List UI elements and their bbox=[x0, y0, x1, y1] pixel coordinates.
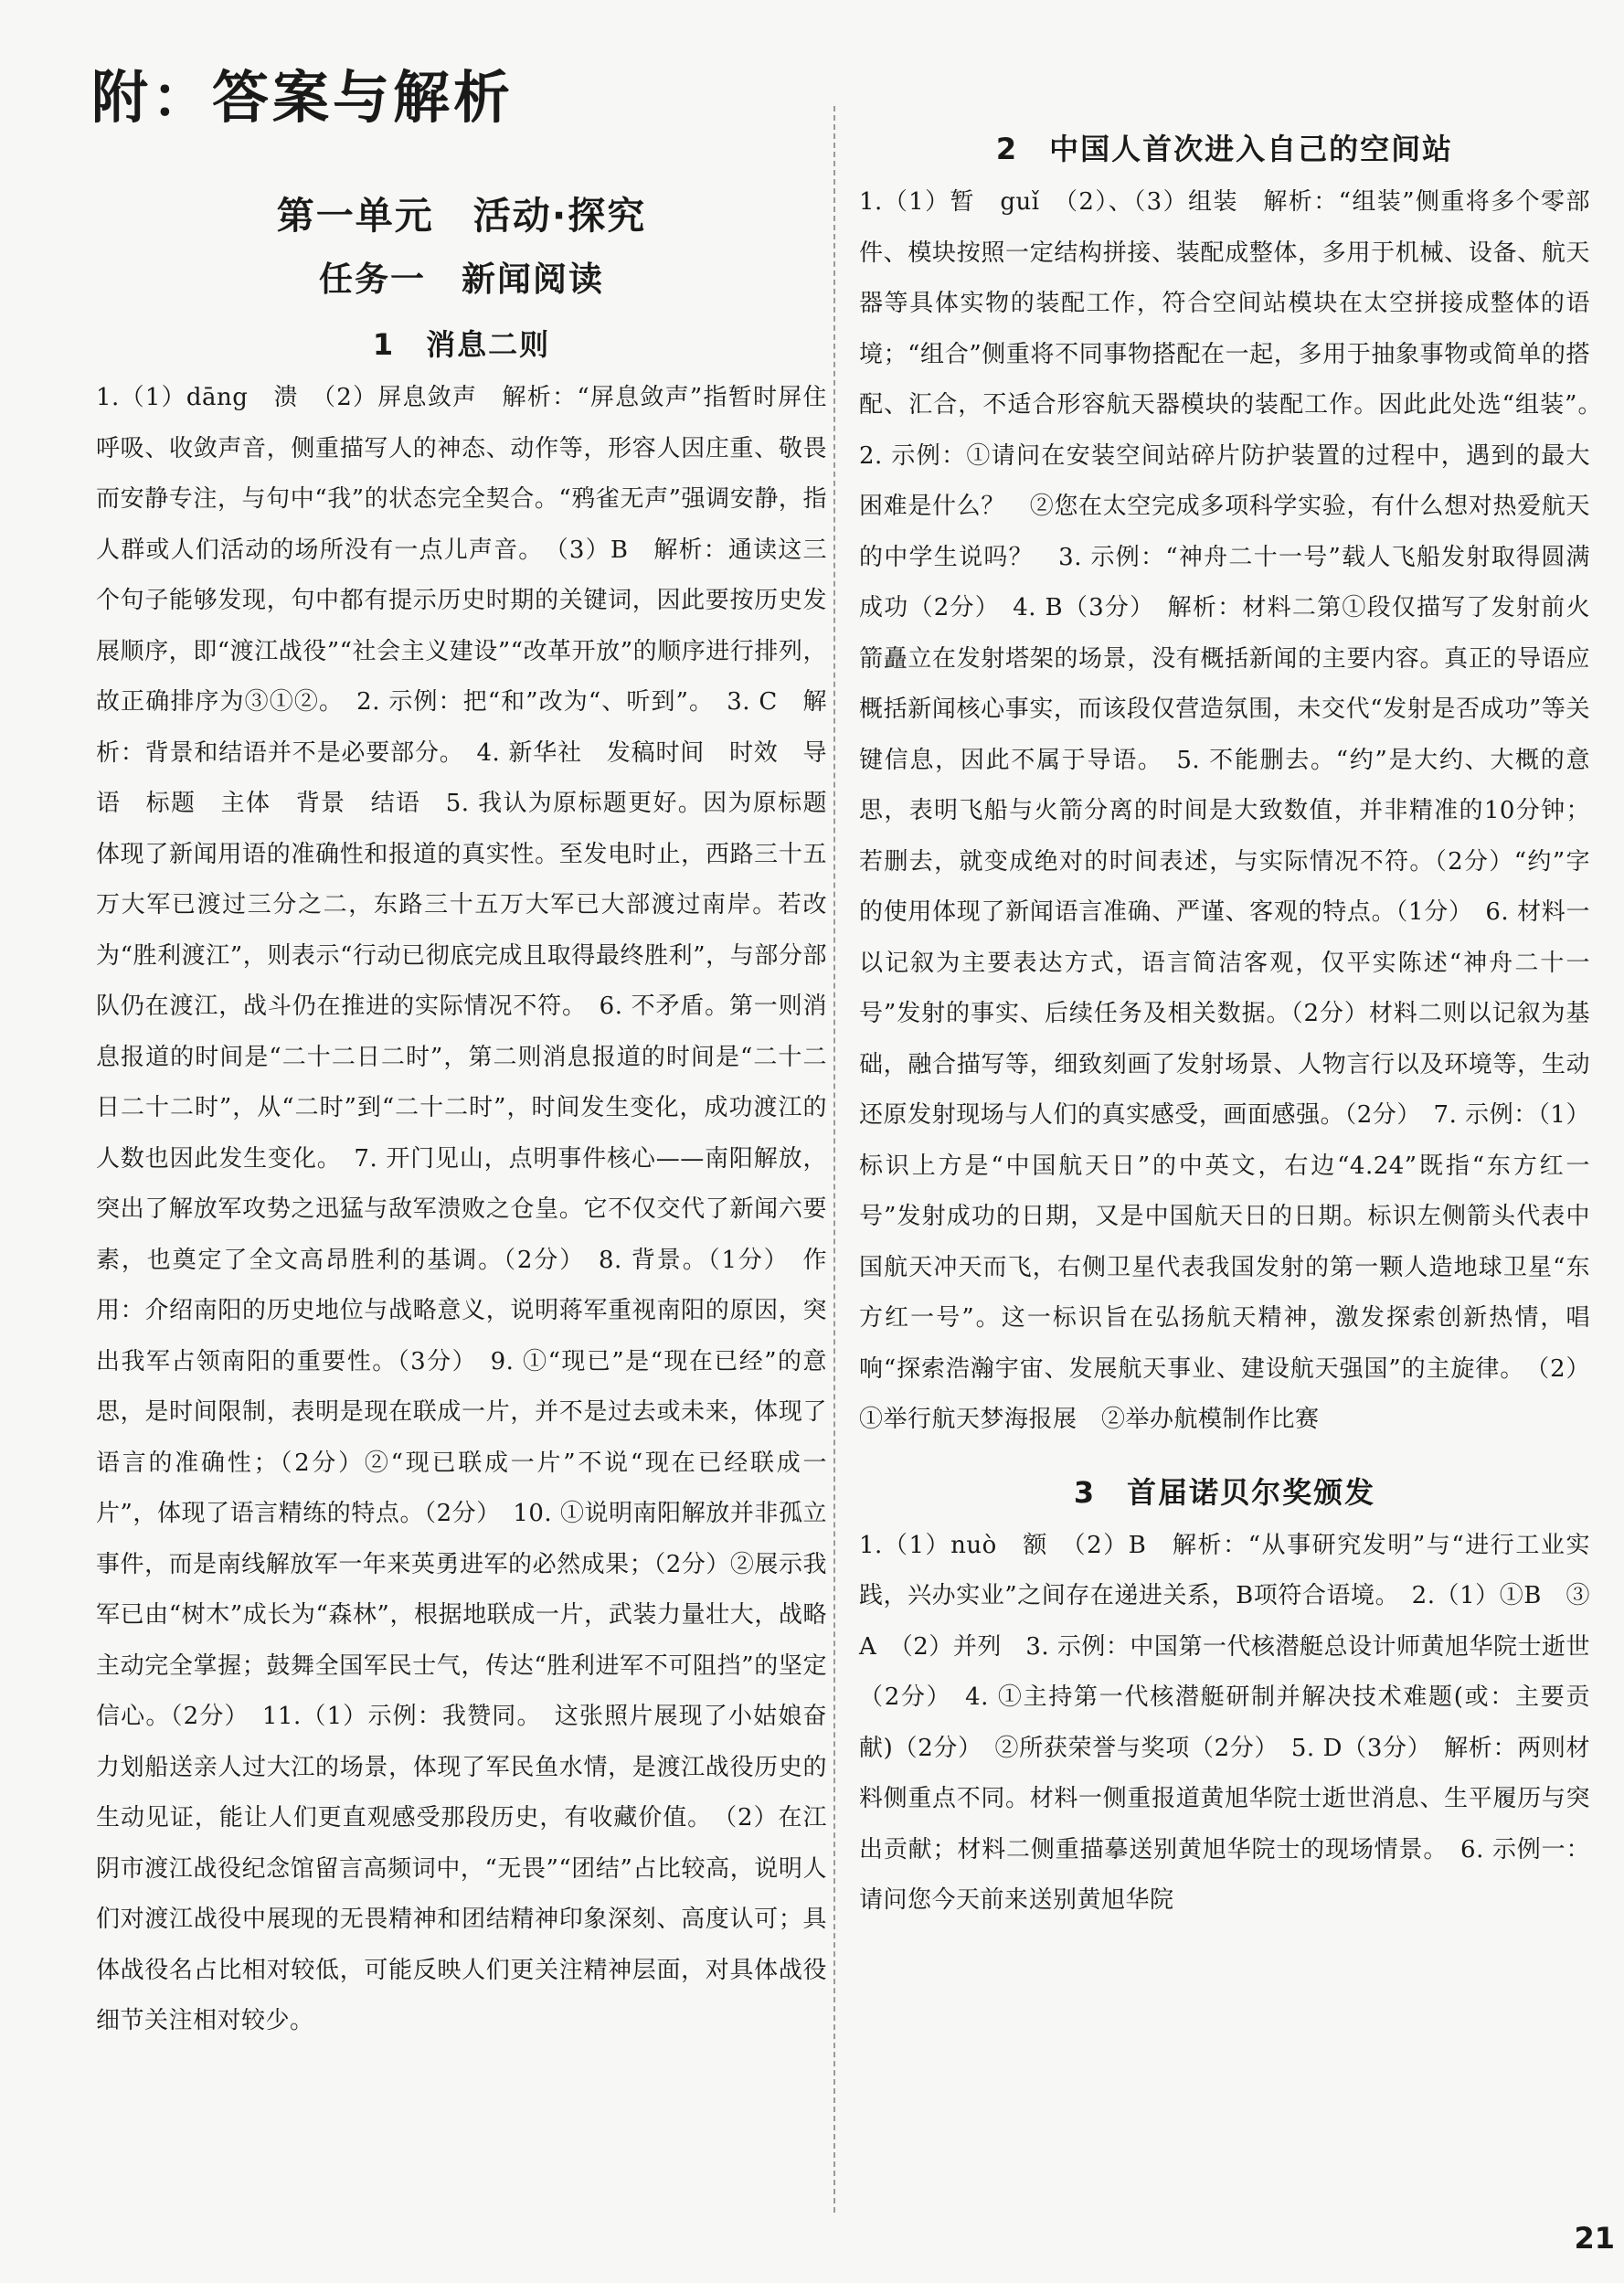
page-number: 21 bbox=[1574, 2221, 1615, 2256]
section-2-answers: 1.（1）暂 guǐ （2）、（3）组装 解析：“组装”侧重将多个零部件、模块按照一定结构拼接、装配成整体，多用于机械、设备、航天器等具体实物的装配工作，符合空间站模块在太空拼接成整体的语境；“组合”侧重将不同事物搭配在一起，多用于抽象事物或简单的搭配、汇合，不适合形容航天器模块的装配工作。因此此处选“组装”。 2. 示例：①请问在安装空间站碎片防护装置的过程中，遇到的最大困难是什么？ ②您在太空完成多项科学实验，有什么想对热爱航天的中学生说吗？ 3. 示例：“神舟二十一号”载人飞船发射取得圆满成功（2分） 4. B（3分） 解析：材料二第①段仅描写了发射前火箭矗立在发射塔架的场景，没有概括新闻的主要内容。真正的导语应概括新闻核心事实，而该段仅营造氛围，未交代“发射是否成功”等关键信息，因此不属于导语。 5. 不能删去。“约”是大约、大概的意思，表明飞船与火箭分离的时间是大致数值，并非精准的10分钟；若删去，就变成绝对的时间表述，与实际情况不符。（2分）“约”字的使用体现了新闻语言准确、严谨、客观的特点。（1分） 6. 材料一以记叙为主要表达方式，语言简洁客观，仅平实陈述“神舟二十一号”发射的事实、后续任务及相关数据。（2分）材料二则以记叙为基础，融合描写等，细致刻画了发射场景、人物言行以及环境等，生动还原发射现场与人们的真实感受，画面感强。（2分） 7. 示例：（1）标识上方是“中国航天日”的中英文，右边“4.24”既指“东方红一号”发射成功的日期，又是中国航天日的日期。标识左侧箭头代表中国航天冲天而飞，右侧卫星代表我国发射的第一颗人造地球卫星“东方红一号”。这一标识旨在弘扬航天精神，激发探索创新热情，唱响“探索浩瀚宇宙、发展航天事业、建设航天强国”的主旋律。 （2）①举行航天梦海报展 ②举办航模制作比赛 bbox=[859, 188, 1615, 1433]
section-1-title: 1 消息二则 bbox=[372, 327, 551, 362]
section-3-title: 3 首届诺贝尔奖颁发 bbox=[1073, 1474, 1376, 1510]
page-title: 附：答案与解析 bbox=[91, 64, 515, 131]
section-2-title: 2 中国人首次进入自己的空间站 bbox=[995, 132, 1454, 166]
unit-title: 第一单元 活动·探究 bbox=[276, 194, 647, 238]
right-column bbox=[859, 102, 1615, 1927]
section-3-answers: 1.（1）nuò 额 （2）B 解析：“从事研究发明”与“进行工业实践，兴办实业”之间存在递进关系，B项符合语境。 2.（1）①B ③A （2）并列 3. 示例：中国第一代核潜艇总设计师黄旭华院士逝世（2分） 4. ①主持第一代核潜艇研制并解决技术难题(或：主要贡献)（2分） ②所获荣誉与奖项（2分） 5. D（3分） 解析：两则材料侧重点不同。材料一侧重报道黄旭华院士逝世消息、生平履历与突出贡献；材料二侧重描摹送别黄旭华院士的现场情景。 6. 示例一：请问您今天前来送别黄旭华院 bbox=[859, 1531, 1590, 1914]
left-column bbox=[96, 0, 827, 2047]
section-1-answers: 1.（1）dāng 溃 （2）屏息敛声 解析：“屏息敛声”指暂时屏住呼吸、收敛声音，侧重描写人的神态、动作等，形容人因庄重、敬畏而安静专注，与句中“我”的状态完全契合。“鸦雀无声”强调安静，指人群或人们活动的场所没有一点儿声音。 （3）B 解析：通读这三个句子能够发现，句中都有提示历史时期的关键词，因此要按历史发展顺序，即“渡江战役”“社会主义建设”“改革开放”的顺序进行排列，故正确排序为③①②。 2. 示例：把“和”改为“、听到”。 3. C 解析：背景和结语并不是必要部分。 4. 新华社 发稿时间 时效 导语 标题 主体 背景 结语 5. 我认为原标题更好。因为原标题体现了新闻用语的准确性和报道的真实性。至发电时止，西路三十五万大军已渡过三分之二，东路三十五万大军已大部渡过南岸。若改为“胜利渡江”，则表示“行动已彻底完成且取得最终胜利”，与部分部队仍在渡江，战斗仍在推进的实际情况不符。 6. 不矛盾。第一则消息报道的时间是“二十二日二时”，第二则消息报道的时间是“二十二日二十二时”，从“二时”到“二十二时”，时间发生变化，成功渡江的人数也因此发生变化。 7. 开门见山，点明事件核心——南阳解放，突出了解放军攻势之迅猛与敌军溃败之仓皇。它不仅交代了新闻六要素，也奠定了全文高昂胜利的基调。（2分） 8. 背景。（1分） 作用：介绍南阳的历史地位与战略意义，说明蒋军重视南阳的原因，突出我军占领南阳的重要性。（3分） 9. ①“现已”是“现在已经”的意思，是时间限制，表明是现在联成一片，并不是过去或未来，体现了语言的准确性；（2分）②“现已联成一片”不说“现在已经联成一片”，体现了语言精练的特点。（2分） 10. ①说明南阳解放并非孤立事件，而是南线解放军一年来英勇进军的必然成果；（2分）②展示我军已由“树木”成长为“森林”，根据地联成一片，武装力量壮大，战略主动完全掌握；鼓舞全国军民士气，传达“胜利进军不可阻挡”的坚定信心。（2分） 11.（1）示例：我赞同。 这张照片展现了小姑娘奋力划船送亲人过大江的场景，体现了军民鱼水情，是渡江战役历史的生动见证，能让人们更直观感受那段历史，有收藏价值。 （2）在江阴市渡江战役纪念馆留言高频词中，“无畏”“团结”占比较高，说明人们对渡江战役中展现的无畏精神和团结精神印象深刻、高度认可；具体战役名占比相对较低，可能反映人们更关注精神层面，对具体战役细节关注相对较少。 bbox=[96, 384, 827, 2034]
column-divider bbox=[833, 106, 835, 2213]
task-title: 任务一 新闻阅读 bbox=[319, 260, 604, 299]
